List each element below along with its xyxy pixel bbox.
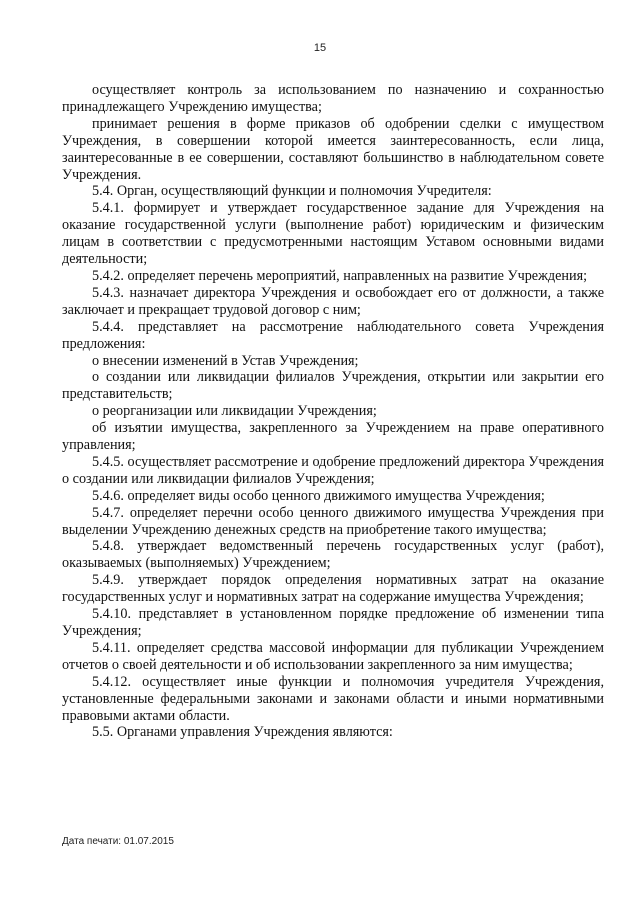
- paragraph: 5.4.10. представляет в установленном порядке предложение об изменении типа Учреждения;: [62, 606, 604, 639]
- page-number: 15: [313, 42, 327, 54]
- paragraph: 5.4.1. формирует и утверждает государственное задание для Учреждения на оказание государственной услуги (выполнение работ) юридическим и физическим лицам в соответствии с предусмотренными настоящим Уставом основными видами деятельности;: [62, 200, 604, 268]
- paragraph: принимает решения в форме приказов об одобрении сделки с имуществом Учреждения, в совершении которой имеется заинтересованность, если лица, заинтересованные в ее совершении, составляют большинство в наблюдательном совете Учреждения.: [62, 115, 604, 183]
- paragraph: осуществляет контроль за использованием по назначению и сохранностью принадлежащего Учреждению имущества;: [62, 82, 604, 115]
- paragraph: 5.4.5. осуществляет рассмотрение и одобрение предложений директора Учреждения о создании или ликвидации филиалов Учреждения;: [62, 453, 604, 487]
- paragraph: 5.4.8. утверждает ведомственный перечень государственных услуг (работ), оказываемых (выполняемых) Учреждением;: [62, 538, 604, 572]
- paragraph: 5.5. Органами управления Учреждения являются:: [92, 724, 393, 741]
- paragraph: 5.4.11. определяет средства массовой информации для публикации Учреждением отчетов о своей деятельности и об использовании закрепленного за ним имущества;: [62, 639, 604, 673]
- body-text: [62, 82, 604, 741]
- paragraph: 5.4.6. определяет виды особо ценного движимого имущества Учреждения;: [92, 487, 545, 504]
- paragraph: 5.4.2. определяет перечень мероприятий, направленных на развитие Учреждения;: [92, 267, 588, 284]
- paragraph: о реорганизации или ликвидации Учреждения;: [92, 403, 377, 420]
- paragraph: 5.4.7. определяет перечни особо ценного движимого имущества Учреждения при выделении Учреждению денежных средств на приобретение такого имущества;: [62, 504, 604, 538]
- paragraph: 5.4.4. представляет на рассмотрение наблюдательного совета Учреждения предложения:: [62, 318, 604, 352]
- paragraph: о внесении изменений в Устав Учреждения;: [92, 352, 359, 369]
- paragraph: 5.4. Орган, осуществляющий функции и полномочия Учредителя:: [92, 183, 492, 200]
- paragraph: о создании или ликвидации филиалов Учреждения, открытии или закрытии его представительств;: [62, 369, 604, 403]
- paragraph: 5.4.12. осуществляет иные функции и полномочия учредителя Учреждения, установленные федеральными законами и законами области и иными нормативными правовыми актами области.: [62, 673, 604, 724]
- paragraph: об изъятии имущества, закрепленного за Учреждением на праве оперативного управления;: [62, 420, 604, 454]
- print-date: Дата печати: 01.07.2015: [62, 836, 174, 847]
- paragraph: 5.4.3. назначает директора Учреждения и освобождает его от должности, а также заключает и прекращает трудовой договор с ним;: [62, 284, 604, 318]
- paragraph: 5.4.9. утверждает порядок определения нормативных затрат на оказание государственных услуг и нормативных затрат на содержание имущества Учреждения;: [62, 572, 604, 606]
